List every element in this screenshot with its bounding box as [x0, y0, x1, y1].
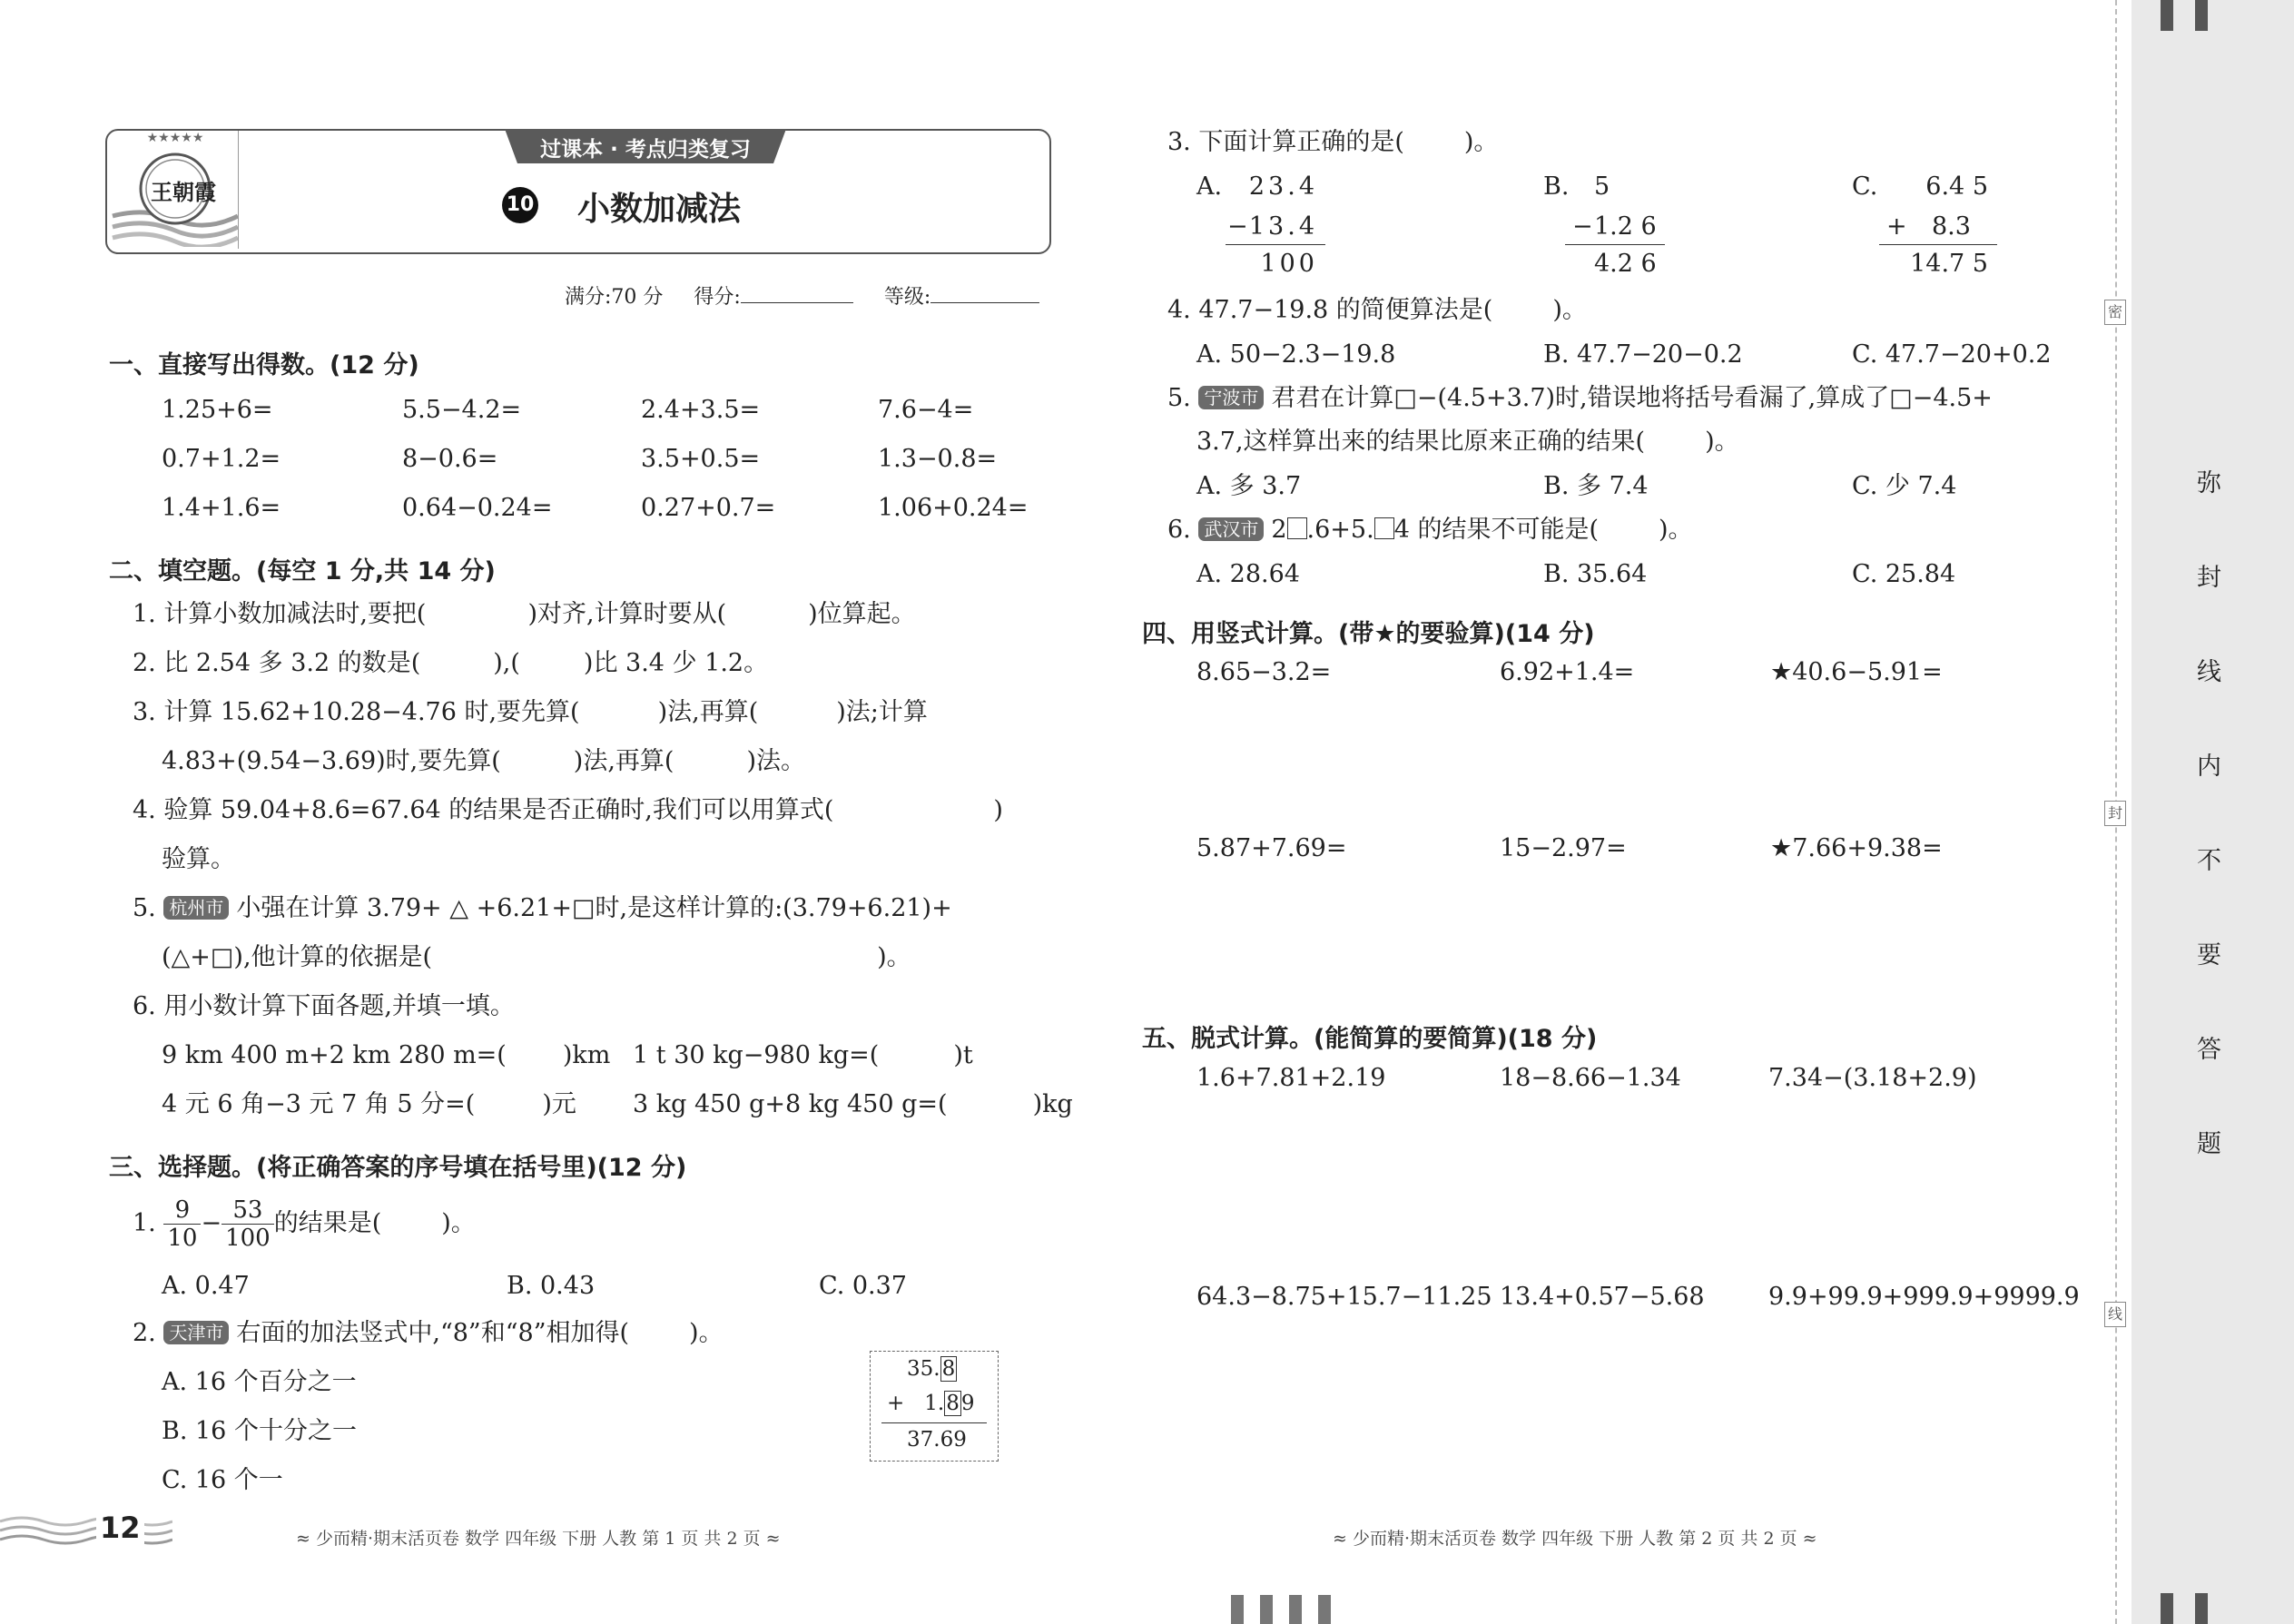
calc-item: 7.6−4=: [878, 396, 974, 424]
calc-item: 0.64−0.24=: [402, 494, 553, 522]
section4-title: 四、用竖式计算。(带★的要验算)(14 分): [1142, 620, 1595, 648]
section1-title: 一、直接写出得数。(12 分): [109, 351, 419, 379]
vertical-calc: 23.4 − 13.4 100: [1226, 172, 1325, 280]
calc-item: 2.4+3.5=: [641, 396, 761, 424]
expression-item: 18−8.66−1.34: [1500, 1064, 1681, 1092]
region-tag: 宁波市: [1198, 386, 1264, 409]
fill-question-5-cont: (△+□),他计算的依据是( )。: [162, 943, 911, 971]
banner: [505, 129, 786, 163]
option[interactable]: A. 28.64: [1196, 560, 1300, 588]
unit-convert-row: 9 km 400 m+2 km 280 m=( )km: [162, 1041, 611, 1069]
section2-title: 二、填空题。(每空 1 分,共 14 分): [109, 557, 496, 586]
option[interactable]: C. 少 7.4: [1852, 472, 1957, 500]
choice-question-2: 2. 天津市 右面的加法竖式中,“8”和“8”相加得( )。: [133, 1319, 724, 1347]
fill-question-2: 2. 比 2.54 多 3.2 的数是( ),( )比 3.4 少 1.2。: [133, 649, 769, 677]
fill-question-1: 1. 计算小数加减法时,要把( )对齐,计算时要从( )位算起。: [133, 600, 916, 628]
logo-text: 王朝霞: [151, 179, 216, 205]
seal-char: 不: [2197, 847, 2221, 875]
vertical-calc-item: 8.65−3.2=: [1196, 658, 1332, 686]
choice-question-5-cont: 3.7,这样算出来的结果比原来正确的结果( )。: [1196, 428, 1739, 456]
region-tag: 天津市: [163, 1321, 229, 1344]
choice-question-3: 3. 下面计算正确的是( )。: [1167, 128, 1499, 156]
fill-question-3-cont: 4.83+(9.54−3.69)时,要先算( )法,再算( )法。: [162, 747, 805, 775]
seal-char: 答: [2197, 1036, 2221, 1064]
vertical-calc-item: 5.87+7.69=: [1196, 834, 1347, 862]
highlight-digit: 8: [946, 1392, 960, 1415]
digit-box: [1287, 517, 1307, 539]
option[interactable]: A. 16 个百分之一: [162, 1368, 357, 1396]
grade-field[interactable]: [930, 302, 1039, 303]
bottom-bar: [1318, 1595, 1331, 1624]
fill-question-3: 3. 计算 15.62+10.28−4.76 时,要先算( )法,再算( )法;计算: [133, 698, 928, 726]
choice-question-1: 1. $\frac{9}{10}$ − $\frac{53}{100}$ 的结果是( )。: [133, 1196, 476, 1252]
calc-item: 3.5+0.5=: [641, 445, 761, 473]
page-waves: [0, 1512, 172, 1549]
calc-item: 0.7+1.2=: [162, 445, 281, 473]
option[interactable]: A. 0.47: [162, 1272, 250, 1300]
score-field[interactable]: [741, 302, 853, 303]
seal-box: 线: [2104, 1302, 2126, 1327]
score-label: 得分:: [694, 286, 741, 309]
option[interactable]: C. 47.7−20+0.2: [1852, 340, 2052, 369]
vertical-calc: 5 − 1.2 6 4.2 6: [1565, 172, 1665, 280]
seal-char: 题: [2197, 1130, 2221, 1158]
option[interactable]: C. 0.37: [819, 1272, 907, 1300]
calc-item: 8−0.6=: [402, 445, 498, 473]
region-tag: 杭州市: [163, 896, 229, 920]
option-a-label[interactable]: A.: [1196, 172, 1223, 201]
fill-question-4-cont: 验算。: [162, 845, 235, 873]
seal-char: 要: [2197, 941, 2221, 969]
unit-convert-row: 1 t 30 kg−980 kg=( )t: [633, 1041, 973, 1069]
score-line: [565, 281, 1039, 310]
highlight-digit: 8: [941, 1357, 956, 1381]
calc-item: 1.06+0.24=: [878, 494, 1029, 522]
corner-bar: [2195, 0, 2208, 31]
expression-item: 1.6+7.81+2.19: [1196, 1064, 1386, 1092]
page-number: 12: [96, 1511, 144, 1545]
vertical-calc-item: ★40.6−5.91=: [1770, 658, 1943, 686]
fill-question-5: 5. 杭州市 小强在计算 3.79+ △ +6.21+□时,是这样计算的:(3.79+6.21)+: [133, 894, 952, 922]
calc-item: 5.5−4.2=: [402, 396, 522, 424]
option[interactable]: C. 16 个一: [162, 1466, 283, 1494]
bottom-bar: [1289, 1595, 1302, 1624]
choice-question-4: 4. 47.7−19.8 的简便算法是( )。: [1167, 296, 1587, 324]
fill-question-4: 4. 验算 59.04+8.6=67.64 的结果是否正确时,我们可以用算式( ): [133, 796, 1003, 824]
expression-item: 7.34−(3.18+2.9): [1768, 1064, 1977, 1092]
option[interactable]: B. 16 个十分之一: [162, 1417, 357, 1445]
vertical-calc-item: 6.92+1.4=: [1500, 658, 1635, 686]
option-b-label[interactable]: B.: [1543, 172, 1570, 201]
unit-convert-row: 4 元 6 角−3 元 7 角 5 分=( )元: [162, 1090, 576, 1118]
fraction: $\frac{53}{100}$: [222, 1196, 274, 1252]
fill-question-6: 6. 用小数计算下面各题,并填一填。: [133, 992, 515, 1020]
calc-item: 1.25+6=: [162, 396, 273, 424]
expression-item: 9.9+99.9+999.9+9999.9: [1768, 1283, 2080, 1311]
unit-number: 10: [502, 187, 538, 223]
full-score: 满分:70 分: [565, 286, 664, 309]
unit-convert-row: 3 kg 450 g+8 kg 450 g=( )kg: [633, 1090, 1073, 1118]
calc-item: 1.4+1.6=: [162, 494, 281, 522]
seal-box: 封: [2104, 801, 2126, 826]
option[interactable]: B. 35.64: [1543, 560, 1648, 588]
digit-box: [1374, 517, 1394, 539]
footer-right: ≈ 少而精·期末活页卷 数学 四年级 下册 人教 第 2 页 共 2 页 ≈: [1333, 1529, 1817, 1549]
option[interactable]: B. 47.7−20−0.2: [1543, 340, 1743, 369]
bottom-bar: [1260, 1595, 1273, 1624]
binding-margin: [2132, 0, 2294, 1624]
option[interactable]: A. 多 3.7: [1196, 472, 1302, 500]
expression-item: 64.3−8.75+15.7−11.25: [1196, 1283, 1492, 1311]
calc-item: 1.3−0.8=: [878, 445, 998, 473]
option[interactable]: B. 多 7.4: [1543, 472, 1649, 500]
corner-bar: [2161, 1593, 2173, 1624]
calc-item: 0.27+0.7=: [641, 494, 776, 522]
region-tag: 武汉市: [1198, 517, 1264, 541]
seal-char: 弥: [2197, 469, 2221, 497]
expression-item: 13.4+0.57−5.68: [1500, 1283, 1705, 1311]
bottom-bar: [1231, 1595, 1244, 1624]
banner-text: 过课本 · 考点归类复习: [540, 138, 751, 162]
vertical-calc-item: ★7.66+9.38=: [1770, 834, 1943, 862]
vertical-addition-box: 35.8 + 1.89 37.69: [870, 1351, 999, 1462]
logo: [109, 133, 241, 247]
corner-bar: [2161, 0, 2173, 31]
logo-divider: [238, 131, 239, 249]
option[interactable]: A. 50−2.3−19.8: [1196, 340, 1396, 369]
seal-char: 内: [2197, 753, 2221, 781]
vertical-calc: 6.4 5 + 8.3 14.7 5: [1879, 172, 1997, 280]
choice-question-6: 6. 武汉市 2 .6+5. 4 的结果不可能是( )。: [1167, 516, 1693, 544]
choice-question-5: 5. 宁波市 君君在计算□−(4.5+3.7)时,错误地将括号看漏了,算成了□−4.5+: [1167, 384, 1993, 412]
section3-title: 三、选择题。(将正确答案的序号填在括号里)(12 分): [109, 1154, 687, 1182]
section5-title: 五、脱式计算。(能简算的要简算)(18 分): [1142, 1025, 1598, 1053]
seal-char: 线: [2197, 658, 2221, 686]
option[interactable]: B. 0.43: [507, 1272, 596, 1300]
vertical-calc-item: 15−2.97=: [1500, 834, 1627, 862]
corner-bar: [2195, 1593, 2208, 1624]
option-c-label[interactable]: C.: [1852, 172, 1878, 201]
grade-label: 等级:: [883, 286, 931, 309]
seal-char: 封: [2197, 564, 2221, 592]
svg-text:★★★★★: ★★★★★: [146, 133, 204, 145]
option[interactable]: C. 25.84: [1852, 560, 1956, 588]
page-title: 小数加减法: [577, 191, 742, 228]
seal-box: 密: [2104, 300, 2126, 325]
footer-left: ≈ 少而精·期末活页卷 数学 四年级 下册 人教 第 1 页 共 2 页 ≈: [296, 1529, 781, 1549]
wave-decoration-icon: [0, 1512, 172, 1549]
fraction: $\frac{9}{10}$: [163, 1196, 201, 1252]
